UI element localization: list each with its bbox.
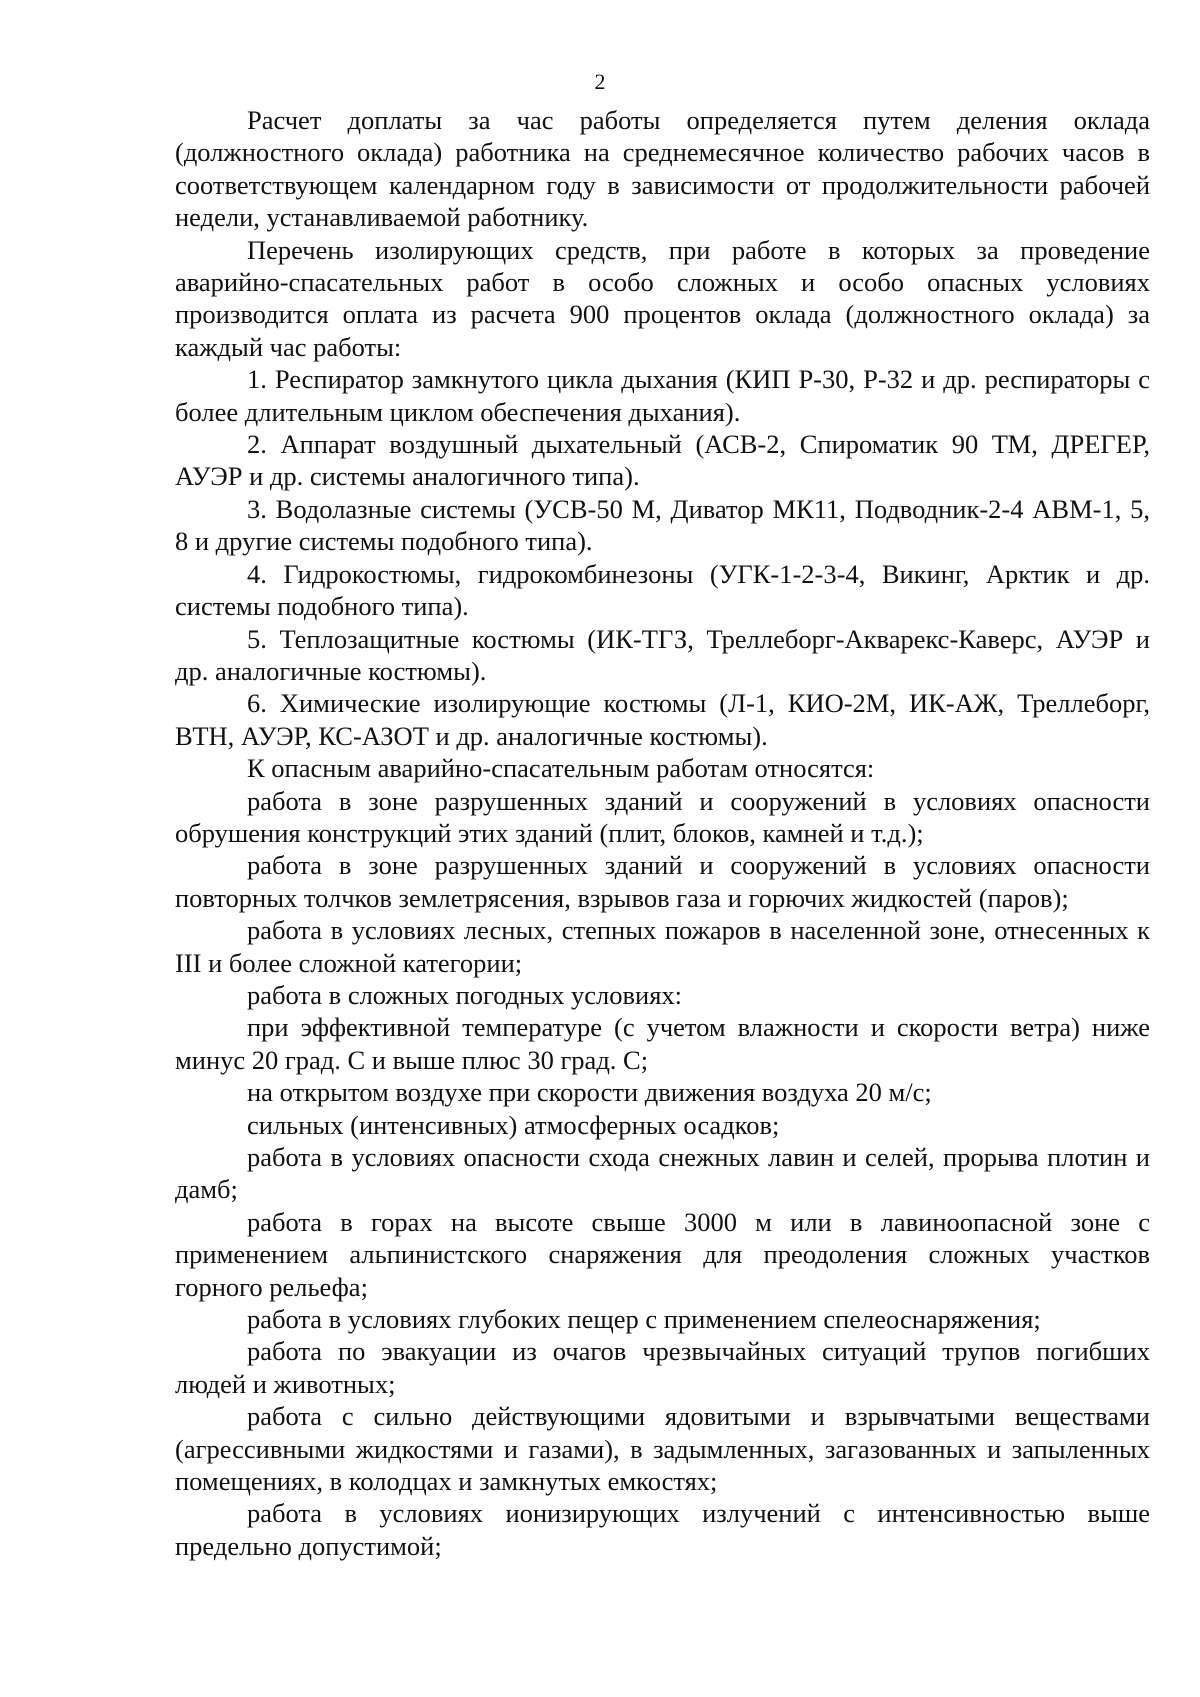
list-item-heat-protective-suits: 5. Теплозащитные костюмы (ИК-ТГЗ, Треллеборг-Акварекс-Каверс, АУЭР и др. аналогичные костюмы).: [175, 623, 1150, 686]
paragraph-avalanche-danger: работа в условиях опасности схода снежных лавин и селей, прорыва плотин и дамб;: [175, 1142, 1150, 1205]
paragraph-temperature: при эффективной температуре (с учетом влажности и скорости ветра) ниже минус 20 град. С и выше плюс 30 град. С;: [175, 1012, 1150, 1075]
paragraph-surcharge-calculation: Расчет доплаты за час работы определяется путем деления оклада (должностного оклада) работника на среднемесячное количество рабочих часов в соответствующем календарном году в зависимости от продолжительности рабочей недели, устанавливаемой работнику.: [175, 105, 1150, 233]
document-body: [175, 104, 1150, 1562]
paragraph-weather-conditions: работа в сложных погодных условиях:: [247, 979, 683, 1010]
list-item-breathing-apparatus: 2. Аппарат воздушный дыхательный (АСВ-2, Спироматик 90 ТМ, ДРЕГЕР, АУЭР и др. системы аналогичного типа).: [175, 429, 1150, 492]
paragraph-evacuation: работа по эвакуации из очагов чрезвычайных ситуаций трупов погибших людей и животных;: [175, 1336, 1150, 1399]
paragraph-toxic-substances: работа с сильно действующими ядовитыми и взрывчатыми веществами (агрессивными жидкостями и газами), в задымленных, загазованных и запыленных помещениях, в колодцах и замкнутых емкостях;: [175, 1401, 1150, 1497]
list-item-respirator: 1. Респиратор замкнутого цикла дыхания (КИП Р-30, Р-32 и др. респираторы с более длительным циклом обеспечения дыхания).: [175, 364, 1150, 427]
page-number: 2: [594, 69, 606, 94]
paragraph-forest-fires: работа в условиях лесных, степных пожаров в населенной зоне, отнесенных к III и более сложной категории;: [175, 915, 1150, 978]
paragraph-isolating-means-intro: Перечень изолирующих средств, при работе в которых за проведение аварийно-спасательных работ в особо сложных и особо опасных условиях производится оплата из расчета 900 процентов оклада (должностного оклада) за каждый час работы:: [175, 234, 1150, 362]
paragraph-mountain-work: работа в горах на высоте свыше 3000 м или в лавиноопасной зоне с применением альпинистского снаряжения для преодоления сложных участков горного рельефа;: [175, 1206, 1150, 1302]
paragraph-precipitation: сильных (интенсивных) атмосферных осадков;: [247, 1109, 780, 1140]
paragraph-wind-speed: на открытом воздухе при скорости движения воздуха 20 м/с;: [247, 1077, 932, 1108]
paragraph-ionizing-radiation: работа в условиях ионизирующих излучений с интенсивностью выше предельно допустимой;: [175, 1498, 1150, 1561]
list-item-hydro-suits: 4. Гидрокостюмы, гидрокомбинезоны (УГК-1-2-3-4, Викинг, Арктик и др. системы подобного типа).: [175, 558, 1150, 622]
list-item-chemical-suits: 6. Химические изолирующие костюмы (Л-1, КИО-2М, ИК-АЖ, Треллеборг, ВТН, АУЭР, КС-АЗОТ и др. аналогичные костюмы).: [175, 688, 1150, 751]
paragraph-dangerous-works-intro: К опасным аварийно-спасательным работам относятся:: [247, 753, 875, 784]
paragraph-earthquake-danger: работа в зоне разрушенных зданий и сооружений в условиях опасности повторных толчков землетрясения, взрывов газа и горючих жидкостей (паров);: [175, 850, 1150, 913]
paragraph-caves: работа в условиях глубоких пещер с применением спелеоснаряжения;: [247, 1304, 1041, 1335]
paragraph-collapse-danger: работа в зоне разрушенных зданий и сооружений в условиях опасности обрушения конструкций этих зданий (плит, блоков, камней и т.д.);: [175, 785, 1150, 848]
list-item-diving-systems: 3. Водолазные системы (УСВ-50 М, Диватор МК11, Подводник-2-4 АВМ-1, 5, 8 и другие системы подобного типа).: [175, 493, 1150, 557]
